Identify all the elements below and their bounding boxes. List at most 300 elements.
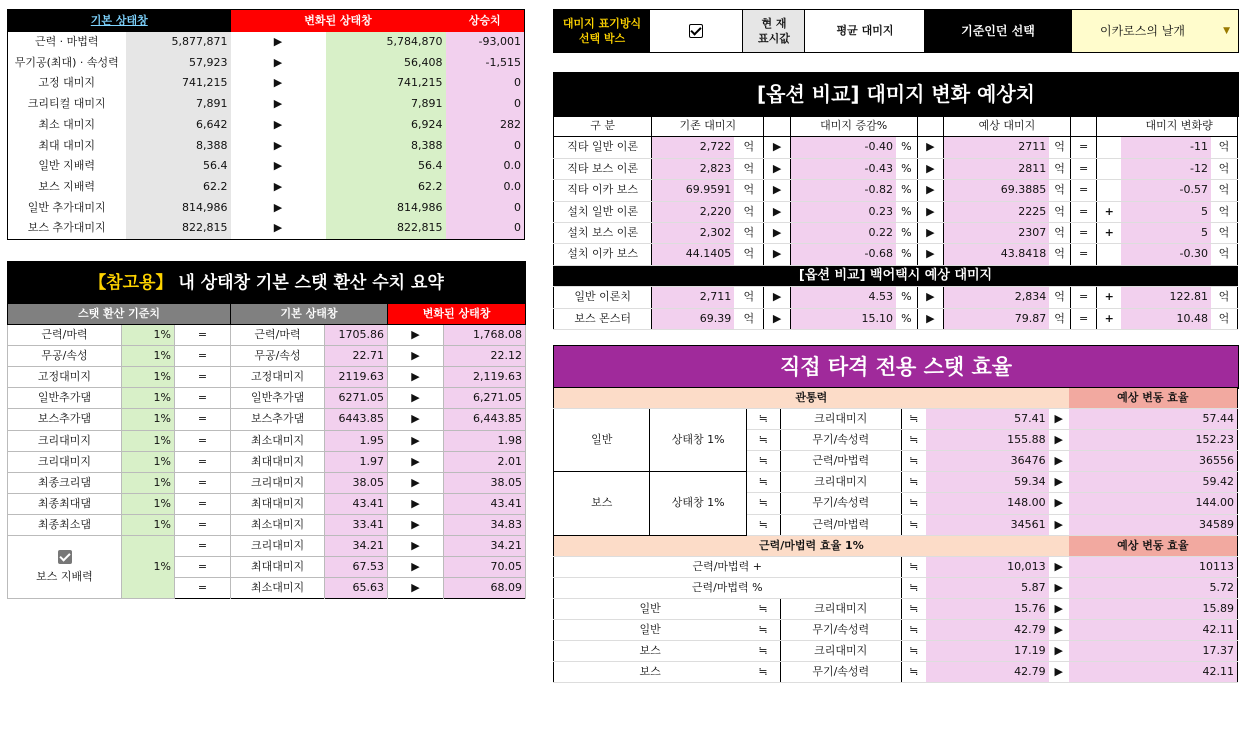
base-row-changed: 5,784,870 [326,32,446,53]
tail-row [554,598,1238,619]
option-pct: -0.82 [790,180,896,201]
summary-stat: 최대대미지 [231,557,325,578]
option-delta: 5 [1121,201,1211,222]
option-unit: 억 [1049,244,1070,265]
option-unit: 억 [1049,137,1070,158]
equals-sign: = [1070,180,1096,201]
changed-header: 변화된 상태창 [231,10,446,33]
str-efficiency-header: 근력/마법력 효율 1% [554,535,1069,556]
option-row [554,201,1238,222]
arrow-icon: ▶ [764,244,790,265]
expect-efficiency-header: 예상 변동 효율 [1069,388,1238,409]
option-expect: 2711 [944,137,1050,158]
option-expect: 43.8418 [944,244,1050,265]
equals-sign: = [1070,201,1096,222]
summary-label: 크리대미지 [8,430,122,451]
arrow-icon: ▶ [1049,556,1069,577]
summary-base: 43.41 [325,493,388,514]
arrow-icon: ▶ [764,158,790,179]
tail-label: 일반 [554,598,747,619]
efficiency-val: 36476 [926,451,1049,472]
efficiency-row [554,472,1238,493]
summary-table [7,303,526,599]
option-pct-unit: % [896,201,917,222]
base-row-changed: 62.2 [326,177,446,198]
tail-stat: 무기/속성력 [780,620,901,641]
summary-label: 일반추가댐 [8,388,122,409]
option-pct-unit: % [896,223,917,244]
arrow-icon: ▶ [1049,662,1069,683]
option-op [1097,137,1121,158]
option-unit: 억 [1049,223,1070,244]
base-row-base: 5,877,871 [126,32,231,53]
option-unit: 억 [734,244,764,265]
option-label: 일반 이론치 [554,287,652,308]
approx-sign: ≒ [746,620,780,641]
efficiency-title: 직접 타격 전용 스탯 효율 [779,355,1013,379]
summary-row [8,451,526,472]
efficiency-stat: 근력/마법력 [780,514,901,535]
summary-eq: = [175,430,231,451]
option-pct: -0.68 [790,244,896,265]
base-row-label: 무기공(최대) · 속성력 [14,55,119,69]
approx-sign: ≒ [746,451,780,472]
base-row-label: 최대 대미지 [38,138,96,152]
summary-label: 크리대미지 [8,451,122,472]
base-row-rise: -1,515 [446,53,525,74]
inden-label: 기준인던 선택 [924,10,1072,52]
summary-base: 38.05 [325,472,388,493]
tail-val: 42.79 [926,662,1049,683]
expect-header: 예상 대미지 [944,116,1071,137]
summary-eq: = [175,325,231,346]
current-label: 현 재 표시값 [742,10,805,52]
base-row-label: 일반 추가대미지 [27,200,106,214]
option-pct: 15.10 [790,308,896,329]
summary-changed: 1.98 [444,430,526,451]
arrow-icon: ▶ [388,536,444,557]
option-pct: 0.23 [790,201,896,222]
summary-row [8,409,526,430]
option-op [1097,158,1121,179]
summary-pct: 1% [122,536,175,599]
summary-stat: 최대대미지 [231,451,325,472]
option-delta: -12 [1121,158,1211,179]
option-op: + [1097,201,1121,222]
summary-base: 6271.05 [325,388,388,409]
arrow-icon: ▶ [388,557,444,578]
summary-changed: 22.12 [444,346,526,367]
base-row-label: 크리티컬 대미지 [27,97,106,111]
option-sub-title-row [554,265,1238,286]
base-row-label: 고정 대미지 [38,76,96,90]
tail-stat: 무기/속성력 [780,662,901,683]
approx-sign: ≒ [746,409,780,430]
summary-base: 33.41 [325,514,388,535]
option-pct-unit: % [896,158,917,179]
base-row [8,156,525,177]
inden-select[interactable] [1072,10,1238,52]
efficiency-res: 36556 [1069,451,1238,472]
equals-sign: = [1070,244,1096,265]
base-row-rise: 282 [446,115,525,136]
summary-row [8,388,526,409]
summary-changed: 34.83 [444,514,526,535]
arrow-icon: ▶ [1049,451,1069,472]
option-delta: -11 [1121,137,1211,158]
approx-sign: ≒ [901,430,926,451]
option-base: 2,302 [652,223,734,244]
efficiency-res: 34589 [1069,514,1238,535]
arrow-icon: ▶ [1049,620,1069,641]
arrow-icon: ▶ [764,223,790,244]
approx-sign: ≒ [746,493,780,514]
tail-label: 일반 [554,620,747,641]
base-row [8,94,525,115]
efficiency-val: 57.41 [926,409,1049,430]
summary-base: 1.97 [325,451,388,472]
base-row-rise: 0 [446,73,525,94]
option-pct: 0.22 [790,223,896,244]
equals-sign: = [1070,137,1096,158]
option-pct: 4.53 [790,287,896,308]
tail-res: 42.11 [1069,620,1238,641]
summary-row [8,493,526,514]
base-row-label: 일반 지배력 [38,159,96,173]
base-row-base: 7,891 [126,94,231,115]
option-op [1097,244,1121,265]
arrow-icon: ▶ [231,94,326,115]
tail-res: 42.11 [1069,662,1238,683]
base-row-label: 보스 지배력 [38,179,96,193]
base-row-base: 62.2 [126,177,231,198]
summary-base: 2119.63 [325,367,388,388]
arrow-icon: ▶ [1049,641,1069,662]
summary-base: 22.71 [325,346,388,367]
option-unit: 억 [1049,308,1070,329]
option-expect: 69.3885 [944,180,1050,201]
summary-stat: 최소대미지 [231,514,325,535]
base-row-changed: 741,215 [326,73,446,94]
tail-val: 17.19 [926,641,1049,662]
summary-changed: 1,768.08 [444,325,526,346]
base-row-changed: 8,388 [326,136,446,157]
str-label: 근력/마법력 + [554,556,902,577]
summary-row [8,346,526,367]
efficiency-stat: 근력/마법력 [780,451,901,472]
summary-stat: 고정대미지 [231,367,325,388]
option-unit: 억 [1049,201,1070,222]
option-pct-unit: % [896,308,917,329]
summary-changed: 2,119.63 [444,367,526,388]
base-row [8,136,525,157]
summary-row [8,514,526,535]
inden-select-value: 이카로스의 날개 [1100,24,1185,38]
efficiency-res: 57.44 [1069,409,1238,430]
summary-pct: 1% [122,409,175,430]
option-op [1097,180,1121,201]
base-row-rise: 0 [446,218,525,239]
display-mode-checkbox[interactable] [650,10,742,52]
option-unit: 억 [1211,287,1238,308]
arrow-icon: ▶ [231,198,326,219]
option-delta: 10.48 [1121,308,1211,329]
arrow-icon: ▶ [1049,598,1069,619]
efficiency-val: 34561 [926,514,1049,535]
base-row-changed: 56,408 [326,53,446,74]
option-unit: 억 [734,287,764,308]
arrow-icon: ▶ [388,514,444,535]
chevron-down-icon: ▼ [1223,26,1230,36]
summary-pct: 1% [122,493,175,514]
summary-stat: 일반추가댐 [231,388,325,409]
arrow-icon: ▶ [231,218,326,239]
efficiency-res: 152.23 [1069,430,1238,451]
option-delta: -0.57 [1121,180,1211,201]
option-unit: 억 [1211,244,1238,265]
expect-efficiency-header: 예상 변동 효율 [1069,535,1238,556]
approx-sign: ≒ [746,472,780,493]
base-row-base: 814,986 [126,198,231,219]
summary-base: 1.95 [325,430,388,451]
base-row [8,32,525,53]
base-row [8,115,525,136]
tail-val: 42.79 [926,620,1049,641]
approx-sign: ≒ [901,577,926,598]
tail-row [554,662,1238,683]
option-unit: 억 [1211,223,1238,244]
summary-label: 최종크리댐 [8,472,122,493]
base-row-changed: 814,986 [326,198,446,219]
option-row [554,137,1238,158]
approx-sign: ≒ [901,662,926,683]
arrow-icon: ▶ [1049,514,1069,535]
equals-sign: = [1070,308,1096,329]
option-base: 2,722 [652,137,734,158]
arrow-icon: ▶ [764,308,790,329]
arrow-icon: ▶ [917,308,943,329]
option-unit: 억 [1049,158,1070,179]
summary-label: 보스추가댐 [8,409,122,430]
option-unit: 억 [1211,308,1238,329]
summary-eq: = [175,409,231,430]
tail-row [554,641,1238,662]
summary-changed: 34.21 [444,536,526,557]
tail-stat: 크리대미지 [780,598,901,619]
efficiency-stat: 무기/속성력 [780,493,901,514]
base-row-rise: 0 [446,198,525,219]
summary-title-bracket: 【참고용】 [89,273,173,293]
summary-stat: 최대대미지 [231,493,325,514]
summary-stat: 최소대미지 [231,578,325,599]
option-expect: 79.87 [944,308,1050,329]
base-row-base: 8,388 [126,136,231,157]
option-op: + [1097,287,1121,308]
tail-res: 17.37 [1069,641,1238,662]
base-row [8,177,525,198]
efficiency-group-sub: 상태창 1% [650,409,746,472]
tail-val: 15.76 [926,598,1049,619]
arrow-icon: ▶ [1049,472,1069,493]
arrow-icon: ▶ [388,430,444,451]
option-unit: 억 [1211,158,1238,179]
option-row [554,158,1238,179]
summary-base: 67.53 [325,557,388,578]
str-res: 10113 [1069,556,1238,577]
arrow-icon: ▶ [764,180,790,201]
summary-eq: = [175,472,231,493]
summary-eq: = [175,451,231,472]
option-pct-unit: % [896,180,917,201]
arrow-icon: ▶ [231,115,326,136]
boss-dominance-label: 보스 지배력 [36,570,93,584]
summary-label: 최종최대댐 [8,493,122,514]
option-delta: -0.30 [1121,244,1211,265]
base-row-label: 근력 · 마법력 [34,35,99,48]
summary-pct: 1% [122,514,175,535]
base-row-changed: 56.4 [326,156,446,177]
arrow-icon: ▶ [917,158,943,179]
arrow-icon: ▶ [1049,577,1069,598]
efficiency-val: 155.88 [926,430,1049,451]
option-row [554,244,1238,265]
approx-sign: ≒ [901,620,926,641]
summary-label: 고정대미지 [8,367,122,388]
arrow-icon: ▶ [388,325,444,346]
base-row-base: 741,215 [126,73,231,94]
summary-title: 내 상태창 기본 스탯 환산 수치 요약 [178,273,444,293]
base-row-changed: 7,891 [326,94,446,115]
base-row-changed: 6,924 [326,115,446,136]
base-stat-table [7,9,525,240]
summary-pct: 1% [122,346,175,367]
tail-row [554,620,1238,641]
base-row-rise: 0 [446,94,525,115]
summary-stat: 근력/마력 [231,325,325,346]
std-header: 스탯 환산 기준치 [8,304,231,325]
arrow-icon: ▶ [231,136,326,157]
option-base: 2,220 [652,201,734,222]
arrow-icon: ▶ [231,177,326,198]
approx-sign: ≒ [901,598,926,619]
option-label: 설치 이카 보스 [554,244,652,265]
base-dmg-header: 기존 대미지 [652,116,764,137]
option-label: 보스 몬스터 [554,308,652,329]
rise-header: 상승치 [446,10,525,33]
summary-base: 6443.85 [325,409,388,430]
check-icon[interactable] [58,550,72,564]
summary-title-bar [7,261,526,305]
option-label: 직타 이카 보스 [554,180,652,201]
summary-pct: 1% [122,451,175,472]
base-row-base: 56.4 [126,156,231,177]
arrow-icon: ▶ [231,32,326,53]
efficiency-table [553,387,1238,683]
summary-eq: = [175,346,231,367]
option-label: 직타 보스 이론 [554,158,652,179]
summary-label: 무공/속성 [8,346,122,367]
penetration-header: 관통력 [554,388,1069,409]
option-title: [옵션 비교] 대미지 변화 예상치 [757,82,1035,106]
summary-changed: 38.05 [444,472,526,493]
arrow-icon: ▶ [388,472,444,493]
option-row [554,180,1238,201]
base-header: 기본 상태창 [8,10,231,33]
summary-eq: = [175,493,231,514]
efficiency-stat: 무기/속성력 [780,430,901,451]
base-row-base: 6,642 [126,115,231,136]
str-row [554,556,1238,577]
summary-changed-header: 변화된 상태창 [388,304,526,325]
summary-stat: 크리대미지 [231,536,325,557]
equals-sign: = [1070,158,1096,179]
current-value: 평균 대미지 [804,10,925,52]
efficiency-group-label: 보스 [554,472,650,535]
arrow-icon: ▶ [1049,430,1069,451]
tail-res: 15.89 [1069,598,1238,619]
option-base: 69.39 [652,308,734,329]
base-row-base: 822,815 [126,218,231,239]
option-label: 설치 보스 이론 [554,223,652,244]
summary-row [8,472,526,493]
base-row [8,218,525,239]
option-delta: 5 [1121,223,1211,244]
approx-sign: ≒ [746,662,780,683]
efficiency-stat: 크리대미지 [780,472,901,493]
boss-dominance-cell [8,536,122,599]
option-op: + [1097,308,1121,329]
base-row [8,53,525,74]
option-unit: 억 [734,308,764,329]
str-val: 10,013 [926,556,1049,577]
summary-base: 1705.86 [325,325,388,346]
option-expect: 2307 [944,223,1050,244]
summary-changed: 6,271.05 [444,388,526,409]
efficiency-row [554,409,1238,430]
option-expect: 2225 [944,201,1050,222]
pct-header: 대미지 증감% [790,116,917,137]
str-res: 5.72 [1069,577,1238,598]
summary-row [8,430,526,451]
option-unit: 억 [734,137,764,158]
summary-changed: 43.41 [444,493,526,514]
option-unit: 억 [1211,137,1238,158]
arrow-icon: ▶ [388,388,444,409]
option-sub-title: [옵션 비교] 백어택시 예상 대미지 [554,265,1238,286]
summary-base-header: 기본 상태창 [231,304,388,325]
summary-boss-row [8,536,526,557]
arrow-icon: ▶ [388,409,444,430]
base-row-label: 보스 추가대미지 [27,221,106,235]
efficiency-res: 59.42 [1069,472,1238,493]
option-unit: 억 [1049,287,1070,308]
summary-changed: 68.09 [444,578,526,599]
option-unit: 억 [1211,201,1238,222]
arrow-icon: ▶ [231,73,326,94]
arrow-icon: ▶ [231,156,326,177]
option-pct-unit: % [896,244,917,265]
str-val: 5.87 [926,577,1049,598]
approx-sign: ≒ [746,641,780,662]
summary-pct: 1% [122,430,175,451]
efficiency-stat: 크리대미지 [780,409,901,430]
summary-changed: 2.01 [444,451,526,472]
option-base: 2,711 [652,287,734,308]
option-unit: 억 [1211,180,1238,201]
summary-label: 근력/마력 [8,325,122,346]
arrow-icon: ▶ [764,287,790,308]
base-row-rise: 0.0 [446,156,525,177]
